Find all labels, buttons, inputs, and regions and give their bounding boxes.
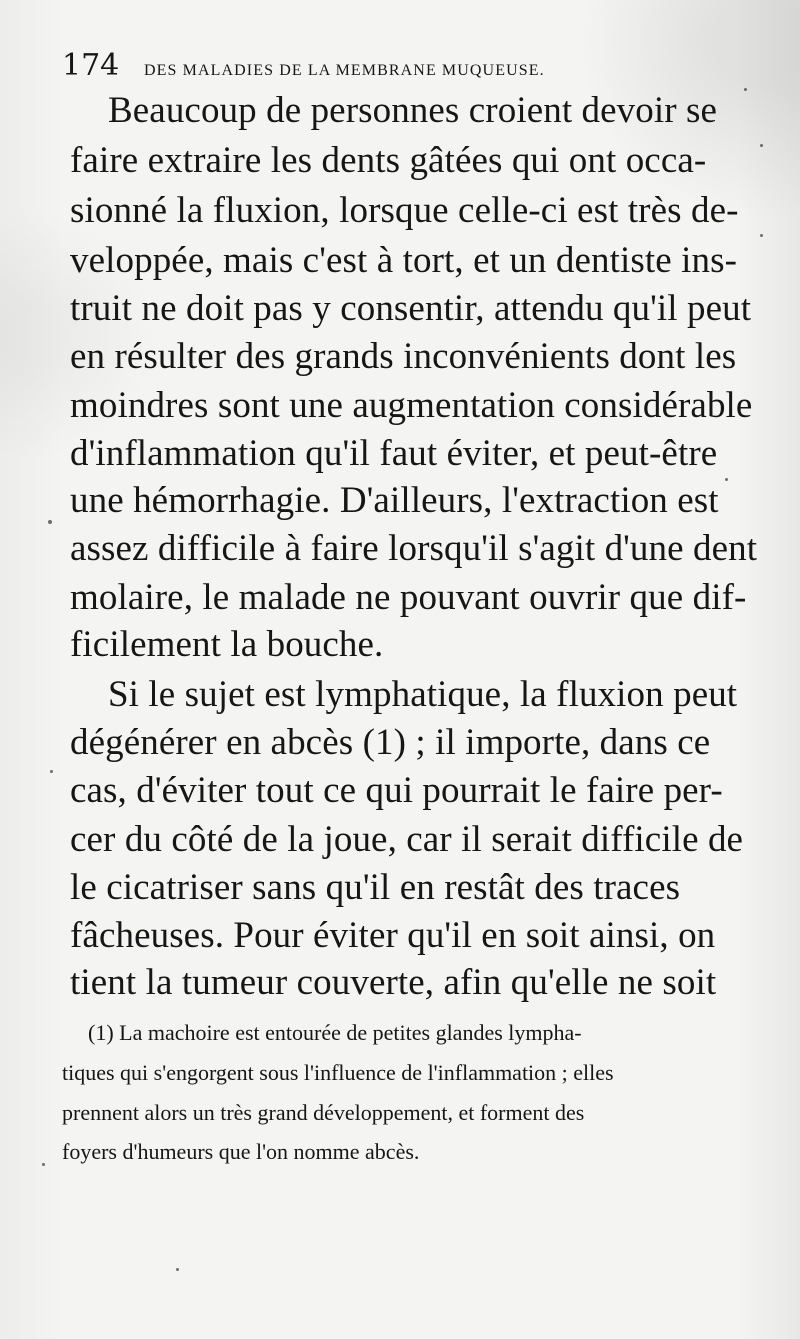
text-line: le cicatriser sans qu'il en restât des traces xyxy=(70,867,681,908)
footnote-line: foyers d'humeurs que l'on nomme abcès. xyxy=(62,1139,420,1164)
ink-speck xyxy=(760,144,763,147)
ink-speck xyxy=(744,88,747,91)
text-line: molaire, le malade ne pouvant ouvrir que dif- xyxy=(70,577,747,618)
ink-speck xyxy=(42,1163,45,1166)
text-line: veloppée, mais c'est à tort, et un dentiste ins- xyxy=(70,240,738,281)
ink-speck xyxy=(725,478,728,481)
text-line: tient la tumeur couverte, afin qu'elle ne soit xyxy=(70,962,717,1003)
text-line: assez difficile à faire lorsqu'il s'agit d'une dent xyxy=(70,528,758,569)
text-line: faire extraire les dents gâtées qui ont occa- xyxy=(70,140,707,181)
text-line: fâcheuses. Pour éviter qu'il en soit ainsi, on xyxy=(70,915,716,956)
text-line: moindres sont une augmentation considérable xyxy=(70,385,753,426)
ink-speck xyxy=(50,770,53,773)
text-line: Si le sujet est lymphatique, la fluxion peut xyxy=(108,674,738,715)
text-line: cer du côté de la joue, car il serait difficile de xyxy=(70,819,744,860)
ink-speck xyxy=(760,234,763,237)
text-line: Beaucoup de personnes croient devoir se xyxy=(108,90,718,131)
text-line: d'inflammation qu'il faut éviter, et peut-être xyxy=(70,433,718,474)
text-line: ficilement la bouche. xyxy=(70,624,384,665)
ink-speck xyxy=(48,520,52,524)
text-line: en résulter des grands inconvénients dont les xyxy=(70,336,737,377)
text-line: dégénérer en abcès (1) ; il importe, dans ce xyxy=(70,722,711,763)
text-line: une hémorrhagie. D'ailleurs, l'extraction est xyxy=(70,480,719,521)
ink-speck xyxy=(176,1268,179,1271)
text-line: cas, d'éviter tout ce qui pourrait le faire per- xyxy=(70,770,723,811)
footnote-line: (1) La machoire est entourée de petites glandes lympha- xyxy=(88,1020,582,1045)
text-line: sionné la fluxion, lorsque celle-ci est très de- xyxy=(70,190,739,231)
page-number: 174 xyxy=(62,48,120,83)
footnote-line: prennent alors un très grand développement, et forment des xyxy=(62,1100,585,1125)
footnote-line: tiques qui s'engorgent sous l'influence de l'inflammation ; elles xyxy=(62,1060,614,1085)
running-header xyxy=(62,48,722,84)
text-line: truit ne doit pas y consentir, attendu qu'il peut xyxy=(70,288,752,329)
running-title: DES MALADIES DE LA MEMBRANE MUQUEUSE. xyxy=(144,62,545,79)
